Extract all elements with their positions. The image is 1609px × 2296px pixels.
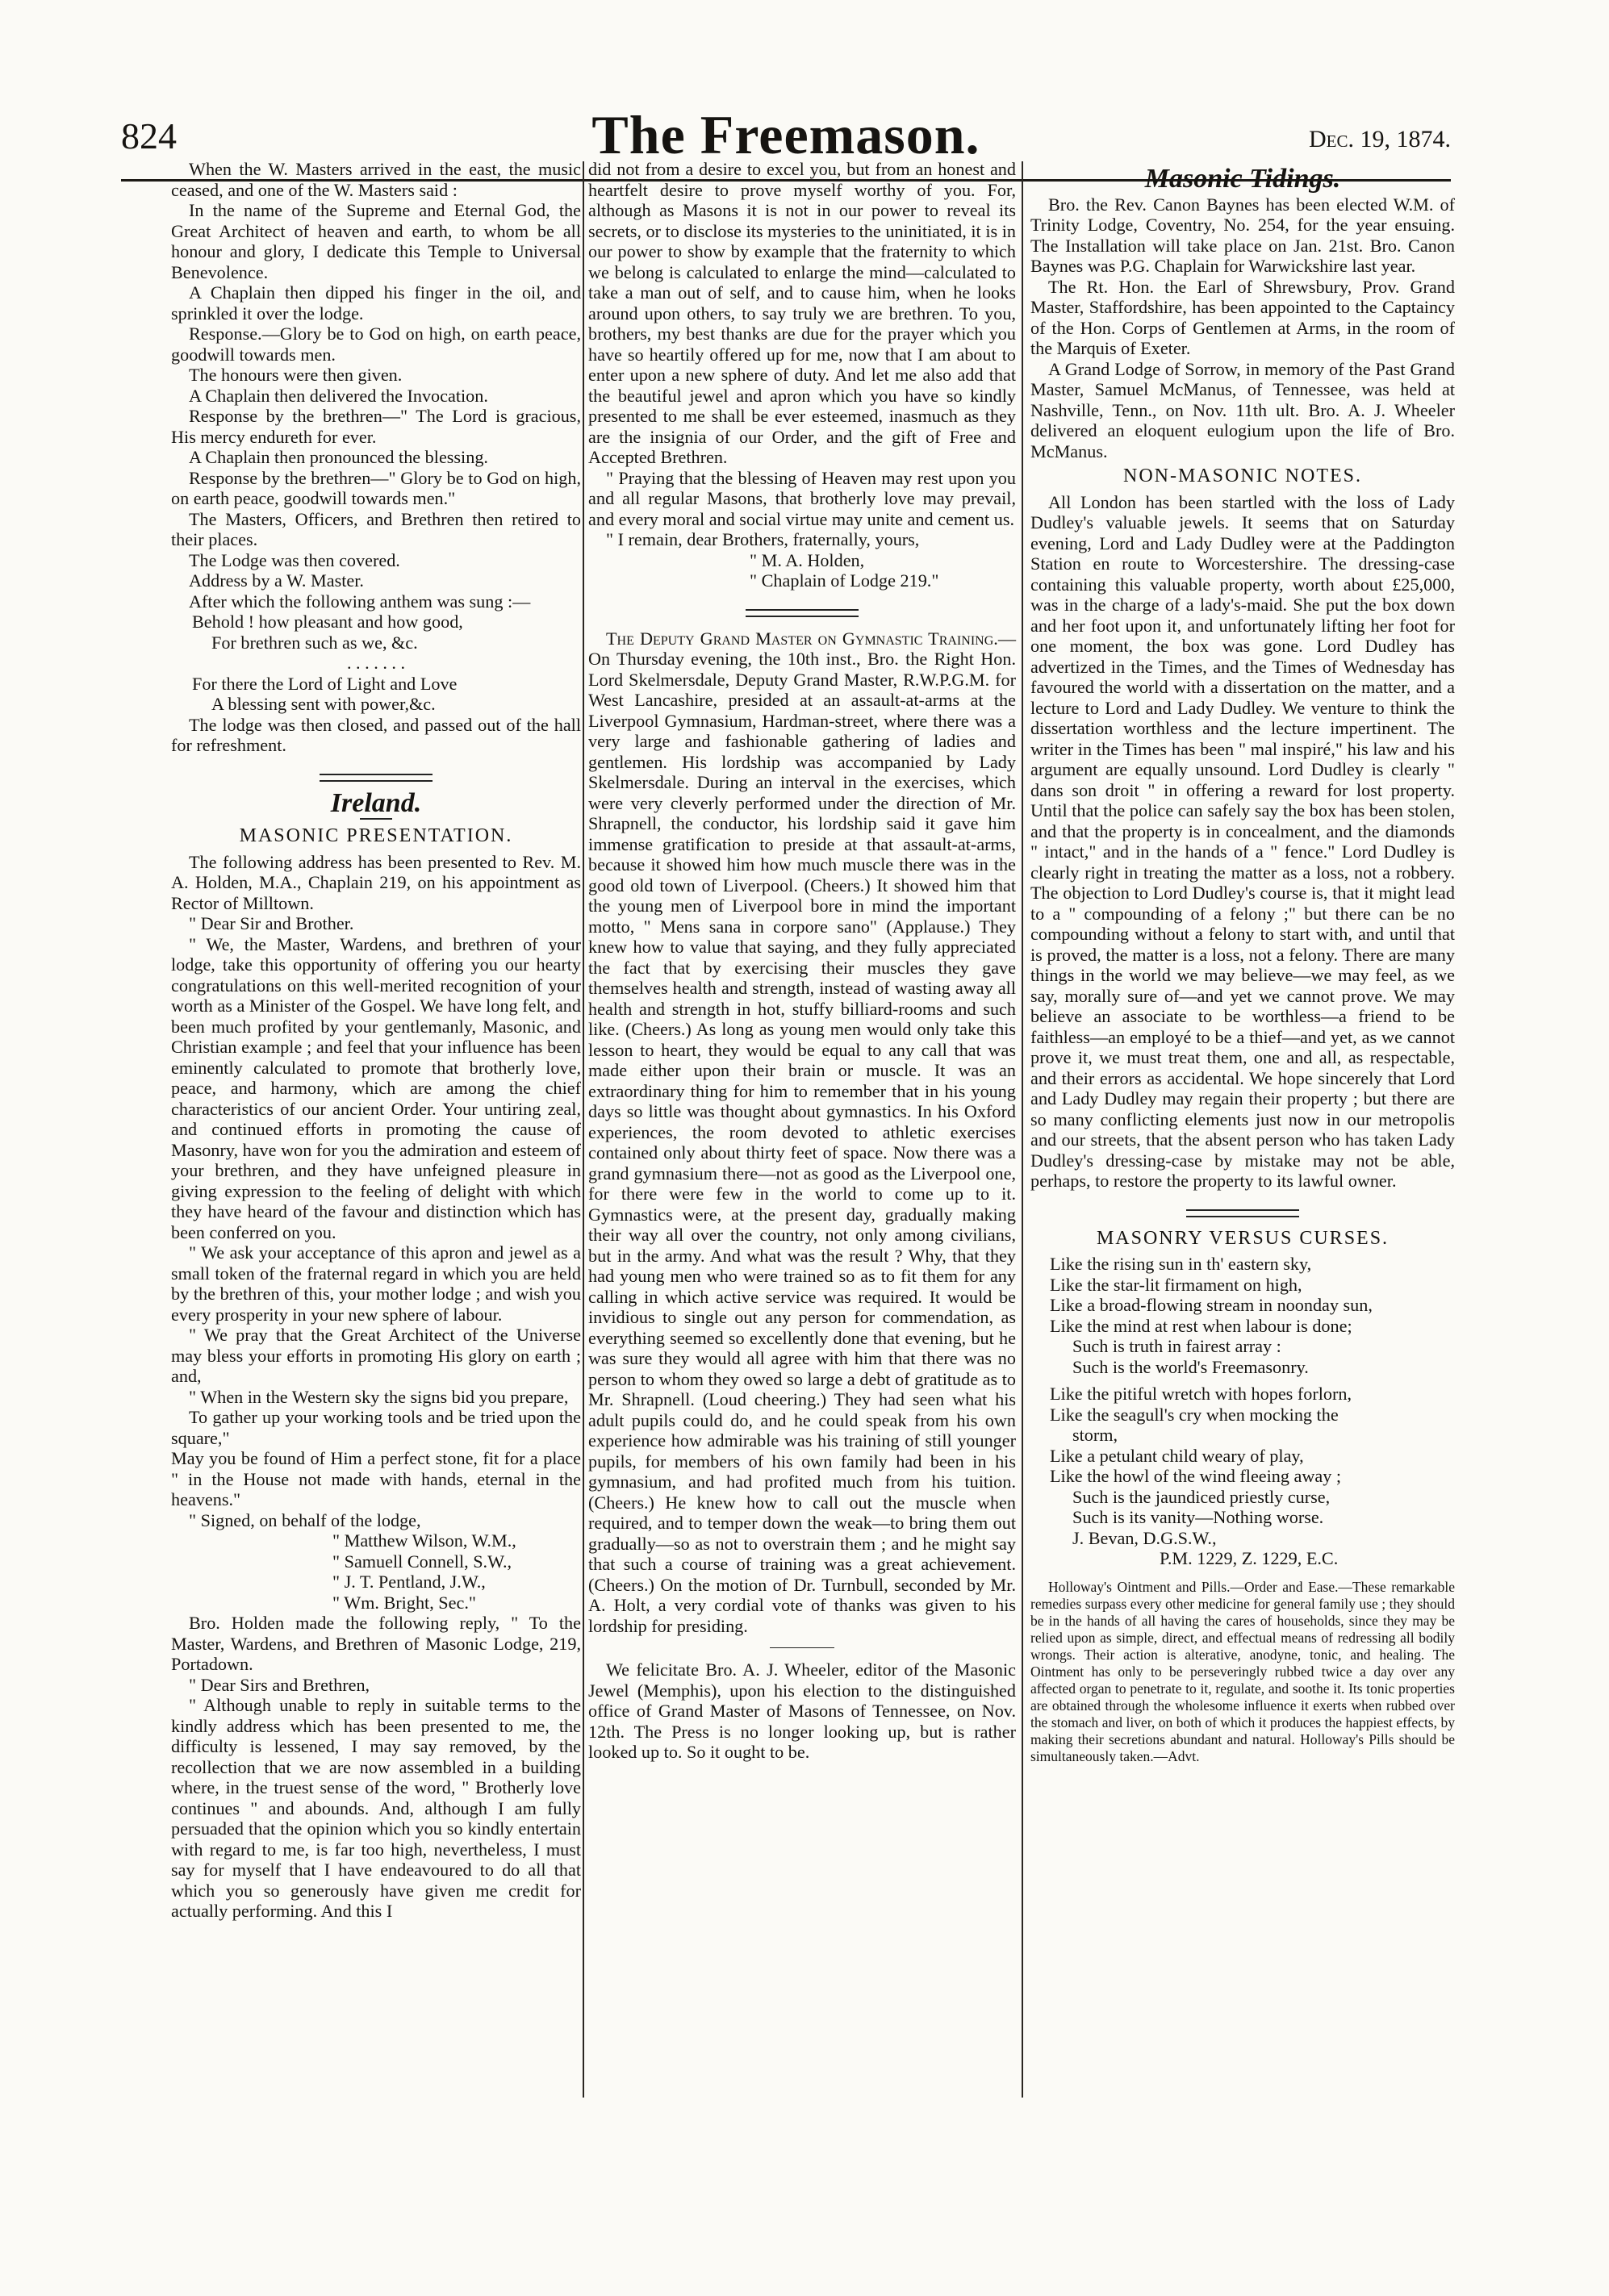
anthem-line: For there the Lord of Light and Love bbox=[192, 673, 458, 694]
paragraph: A Chaplain then pronounced the blessing. bbox=[189, 447, 488, 467]
poem-line: Such is the jaundiced priestly curse, bbox=[1072, 1486, 1331, 1507]
paragraph: We felicitate Bro. A. J. Wheeler, editor of the Masonic Jewel (Memphis), upon his election to the distinguished office of Grand Master of Masons of Tennessee, on Nov. 12th. The Press is no longer looking up, but is rather looked up to. So it ought to be. bbox=[588, 1659, 1016, 1762]
section-heading-masonic-tidings: Masonic Tidings. bbox=[1144, 164, 1341, 194]
subheading-non-masonic-notes: NON-MASONIC NOTES. bbox=[1122, 465, 1362, 486]
poem-signature: P.M. 1229, Z. 1229, E.C. bbox=[1160, 1548, 1339, 1568]
section-divider bbox=[746, 609, 859, 617]
paragraph: The honours were then given. bbox=[189, 365, 403, 385]
poem-line: Like the howl of the wind fleeing away ; bbox=[1050, 1466, 1342, 1486]
section-heading-ireland: Ireland. bbox=[330, 787, 422, 818]
signature-line: " Chaplain of Lodge 219." bbox=[750, 570, 939, 591]
poem-line: Like the rising sun in th' eastern sky, bbox=[1050, 1254, 1312, 1274]
article-body: —On Thursday evening, the 10th inst., Bro. the Right Hon. Lord Skelmersdale, Deputy Grand Master, R.W.P.G.M. for West Lancashire, presided at an assault-at-arms at the Liverpool Gymnasium, Hardman-street, where there was a very large and fashionable gathering of ladies and gentlemen. His lordship was accompanied by Lady Skelmersdale. During an interval in the exercises, which were very cleverly performed under the direction of Mr. Shrapnell, the conductor, his lordship said it gave him immense gratification to preside at that assault-at-arms, because it showed him how much muscle there was in the good old town of Liverpool. (Cheers.) It showed him that the young men of Liverpool bore in mind the important motto, " Mens sana in corpore sano" (Applause.) They knew how to value that saying, and they fully appreciated the fact that by exercising their muscles they gave themselves health and strength, instead of wasting away all health and strength in hot, stuffy billiard-rooms and such like. (Cheers.) As long as young men would only take this lesson to heart, they would be equal to any call that was made either upon their brain or muscle. It was an extraordinary thing for him to remember that in his young days so little was thought about gymnastics. In his Oxford experiences, the room devoted to athletic exercises contained only about thirty feet of space. Now there was a grand gymnasium there—not as good as the Liverpool one, for there were few in the world to come up to it. Gymnastics were, at the present day, gradually making their way all over the country, not only among civilians, but in the army. And what was the result ? Why, that they had young men who were trained so as to fit them for any calling in which active service was required. It would be invidious to single out any person for commendation, as everything seemed so excellently done that evening, but he was sure they would all agree with him that there was no person to whom they owed so large a debt of gratitude as to Mr. Shrapnell. (Loud cheering.) They had seen what his adult pupils could do, and he could speak from his own experience how admirable was his training of still younger pupils, for members of his own family had been in his gymnasium, and had profited much from his tuition. (Cheers.) He knew how to call out the muscle when required, and to temper down the weak—to bring them out gradually—so as not to overstrain them ; and he might say that such a course of training was a great achievement. (Cheers.) On the motion of Dr. Turnbull, seconded by Mr. A. Holt, a very cordial vote of thanks was given to his lordship for presiding. bbox=[588, 628, 1016, 1636]
paragraph: " Signed, on behalf of the lodge, bbox=[189, 1509, 421, 1530]
quote-line: " When in the Western sky the signs bid you prepare, bbox=[189, 1386, 569, 1407]
paragraph: A Grand Lodge of Sorrow, in memory of the Past Grand Master, Samuel McManus, of Tennessee, was held at Nashville, Tenn., on Nov. 11th ult. Bro. A. J. Wheeler delivered an eloquent eulogium upon the life of Bro. McManus. bbox=[1030, 358, 1455, 461]
paragraph: did not from a desire to excel you, but from an honest and heartfelt desire to prove myself worthy of you. For, although as Masons it is not in our power to reveal its secrets, or to disclose its mysteries to the uninitiated, it is in our power to show by example that the fraternity to which we belong is calculated to enlarge the mind—calculated to take a man out of self, and to cause him, when he looks around upon others, to say truly we are brethren. To you, brothers, my best thanks are due for the prayer which you have so heartily offered up for me, now that I am about to enter upon a new sphere of duty. And let me also add that the beautiful jewel and apron which you have so kindly presented to me shall be ever esteemed, inasmuch as they are the insignia of our Order, and the gift of Free and Accepted Brethren. bbox=[588, 159, 1016, 467]
paragraph: The lodge was then closed, and passed out of the hall for refreshment. bbox=[171, 714, 581, 755]
paragraph: " Dear Sir and Brother. bbox=[189, 913, 354, 933]
anthem-line: Behold ! how pleasant and how good, bbox=[192, 612, 463, 632]
paragraph: Response.—Glory be to God on high, on earth peace, goodwill towards men. bbox=[171, 324, 581, 365]
column-rule-2 bbox=[1022, 161, 1023, 2098]
newspaper-title: The Freemason. bbox=[591, 104, 980, 165]
quote-line: To gather up your working tools and be tried upon the square," bbox=[171, 1407, 581, 1448]
poem-signature: J. Bevan, D.G.S.W., bbox=[1072, 1527, 1217, 1548]
poem-line: storm, bbox=[1072, 1425, 1118, 1445]
paragraph: The Lodge was then covered. bbox=[189, 549, 400, 570]
paragraph: " Although unable to reply in suitable terms to the kindly address which has been presented to me, the difficulty is lessened, I may say removed, by the recollection that we are now assembled in a building where, in the truest sense of the word, " Brotherly love continues " and abounds. And, although I am fully persuaded that the opinion which you so kindly entertain with regard to me, is far too high, nevertheless, I must say for myself that I have endeavoured to do all that which you so generously have given me credit for actually performing. And this I bbox=[171, 1695, 581, 1921]
poem-line: Like a petulant child weary of play, bbox=[1050, 1445, 1304, 1466]
ellipsis-dots: . . . . . . . bbox=[346, 653, 406, 673]
poem-line: Like the seagull's cry when mocking the bbox=[1050, 1404, 1339, 1425]
poem-line: Such is truth in fairest array : bbox=[1072, 1336, 1281, 1356]
article-lead: The Deputy Grand Master on Gymnastic Training. bbox=[606, 628, 998, 649]
paragraph: The Rt. Hon. the Earl of Shrewsbury, Prov. Grand Master, Staffordshire, has been appointed to the Captaincy of the Hon. Corps of Gentlemen at Arms, in the room of the Marquis of Exeter. bbox=[1030, 276, 1455, 358]
section-divider bbox=[320, 774, 433, 782]
short-rule bbox=[770, 1647, 834, 1648]
column-1 bbox=[171, 159, 581, 1922]
paragraph: Address by a W. Master. bbox=[189, 570, 364, 591]
paragraph: " We pray that the Great Architect of the Universe may bless your efforts in promoting His glory on earth ; and, bbox=[171, 1325, 581, 1386]
paragraph: After which the following anthem was sung :— bbox=[189, 591, 531, 612]
paragraph: " We ask your acceptance of this apron and jewel as a small token of the fraternal regard in which you are held by the brethren of this, your mother lodge ; and wish you every prosperity in your new sphere of labour. bbox=[171, 1242, 581, 1325]
signature-line: " Matthew Wilson, W.M., bbox=[332, 1530, 516, 1551]
paragraph: Bro. the Rev. Canon Baynes has been elected W.M. of Trinity Lodge, Coventry, No. 254, for the year ensuing. The Installation will take place on Jan. 21st. Bro. Canon Baynes was P.G. Chaplain for Warwickshire last year. bbox=[1030, 194, 1455, 276]
paragraph: A Chaplain then delivered the Invocation. bbox=[189, 385, 488, 406]
poem-line: Such is the world's Freemasonry. bbox=[1072, 1356, 1309, 1377]
column-2 bbox=[588, 159, 1016, 1763]
paragraph: " Praying that the blessing of Heaven may rest upon you and all regular Masons, that brotherly love may prevail, and every moral and social virtue may unite and cement us. bbox=[588, 467, 1016, 529]
paragraph: The following address has been presented to Rev. M. A. Holden, M.A., Chaplain 219, on his appointment as Rector of Milltown. bbox=[171, 851, 581, 913]
issue-date: Dec. 19, 1874. bbox=[1309, 126, 1451, 152]
paragraph: All London has been startled with the loss of Lady Dudley's valuable jewels. It seems that on Saturday evening, Lord and Lady Dudley were at the Paddington Station en route to Worcestershire. The dressing-case containing this valuable property, worth about £25,000, was in the charge of a lady's-maid. She put the box down and her foot upon it, and unfortunately lifting her foot for one moment, the box was gone. Lord Dudley has advertized in the Times, and the Times of Wednesday has favoured the world with a dissertation on the matter, and a lecture to Lord and Lady Dudley. We venture to think the dissertation worthless and the lecture impertinent. The writer in the Times has been " mal inspiré," his law and his argument are equally unsound. Lord Dudley is clearly " dans son droit " in offering a reward for lost property. Until that the police can safely say the box has been stolen, and that the property is in concealment, and the diamonds " intact," and in the hands of a " fence." Lord Dudley is clearly right in treating the matter as a loss, not a robbery. The objection to Lord Dudley's course is, that it might lead to a " compounding of a felony ;" but there can be no compounding without a felony to start with, and until that is proved, the matter is a loss, not a felony. There are many things in the world we may believe—we may feel, as we say, morally sure of—and yet we cannot prove. We may believe an associate to be worthless—a friend to be faithless—an employé to be a thief—and yet, as we cannot prove it, we must treat them, one and all, as respectable, and their errors as accidental. We hope sincerely that Lord and Lady Dudley may regain their property ; but there are so many conflicting elements just now in our metropolis and our streets, that the absent person who has taken Lady Dudley's dressing-case by mistake may not be able, perhaps, to restore the property to its lawful owner. bbox=[1030, 491, 1455, 1191]
paragraph: When the W. Masters arrived in the east, the music ceased, and one of the W. Masters said : bbox=[171, 159, 581, 200]
paragraph: In the name of the Supreme and Eternal God, the Great Architect of heaven and earth, to whom be all honour and glory, I dedicate this Temple to Universal Benevolence. bbox=[171, 200, 581, 282]
poem-line: Like the pitiful wretch with hopes forlorn, bbox=[1050, 1384, 1352, 1404]
signature-line: " Wm. Bright, Sec." bbox=[332, 1592, 476, 1613]
paragraph: Response by the brethren—" The Lord is gracious, His mercy endureth for ever. bbox=[171, 406, 581, 447]
poem-line: Such is its vanity—Nothing worse. bbox=[1072, 1507, 1324, 1527]
advertisement: Holloway's Ointment and Pills.—Order and Ease.—These remarkable remedies surpass every other medicine for general family use ; they should be in the hands of all having the cares of households, since they may be relied upon as simple, direct, and effectual means of redressing all bodily wrongs. Their action is alterative, anodyne, tonic, and healing. The Ointment has only to be perseveringly rubbed twice a day over any affected organ to penetrate to it, regulate, and soothe it. Its tonic properties are obtained through the wholesome influence it exerts when rubbed over the stomach and liver, on both of which it produces the happiest effects, by making their secretions abundant and natural. Holloway's Pills should be simultaneously taken.—Advt. bbox=[1030, 1578, 1455, 1764]
poem-line: Like a broad-flowing stream in noonday sun, bbox=[1050, 1295, 1373, 1315]
paragraph: A Chaplain then dipped his finger in the oil, and sprinkled it over the lodge. bbox=[171, 282, 581, 324]
paragraph: The Masters, Officers, and Brethren then retired to their places. bbox=[171, 508, 581, 549]
signature-line: " J. T. Pentland, J.W., bbox=[332, 1572, 486, 1592]
paragraph bbox=[588, 628, 1016, 1637]
poem-line: Like the mind at rest when labour is done; bbox=[1050, 1315, 1352, 1336]
subheading-masonic-presentation: MASONIC PRESENTATION. bbox=[239, 825, 513, 846]
page-number: 824 bbox=[121, 115, 177, 157]
paragraph: " Dear Sirs and Brethren, bbox=[189, 1674, 370, 1695]
paragraph: Bro. Holden made the following reply, " To the Master, Wardens, and Brethren of Masonic Lodge, 219, Portadown. bbox=[171, 1613, 581, 1674]
anthem-line: For brethren such as we, &c. bbox=[211, 632, 418, 653]
poem-line: Like the star-lit firmament on high, bbox=[1050, 1274, 1302, 1295]
paragraph: " I remain, dear Brothers, fraternally, yours, bbox=[606, 529, 920, 549]
signature-line: " Samuell Connell, S.W., bbox=[332, 1551, 512, 1572]
paragraph: " We, the Master, Wardens, and brethren of your lodge, take this opportunity of offering you our hearty congratulations on this well-merited recognition of your worth as a Minister of the Gospel. We have long felt, and been much profited by your gentlemanly, Masonic, and Christian example ; and feel that your influence has been eminently calculated to promote that brotherly love, peace, and harmony, which are among the chief characteristics of our ancient Order. Your untiring zeal, and continued efforts in promoting the cause of Masonry, have won for you the admiration and esteem of your brethren, and they have unfeigned pleasure in giving expression to the feeling of delight with which they have heard of the favour and distinction which has been conferred on you. bbox=[171, 933, 581, 1242]
paragraph: May you be found of Him a perfect stone, fit for a place " in the House not made with hands, eternal in the heavens." bbox=[171, 1448, 581, 1509]
poem bbox=[1030, 1254, 1455, 1569]
subheading-masonry-versus-curses: MASONRY VERSUS CURSES. bbox=[1096, 1227, 1390, 1249]
column-3 bbox=[1030, 159, 1455, 1765]
anthem-line: A blessing sent with power,&c. bbox=[211, 694, 436, 714]
signature-line: " M. A. Holden, bbox=[750, 549, 865, 570]
section-divider bbox=[1186, 1209, 1299, 1217]
short-rule bbox=[360, 818, 392, 820]
column-rule-1 bbox=[583, 161, 584, 2098]
paragraph: Response by the brethren—" Glory be to God on high, on earth peace, goodwill towards men." bbox=[171, 467, 581, 508]
